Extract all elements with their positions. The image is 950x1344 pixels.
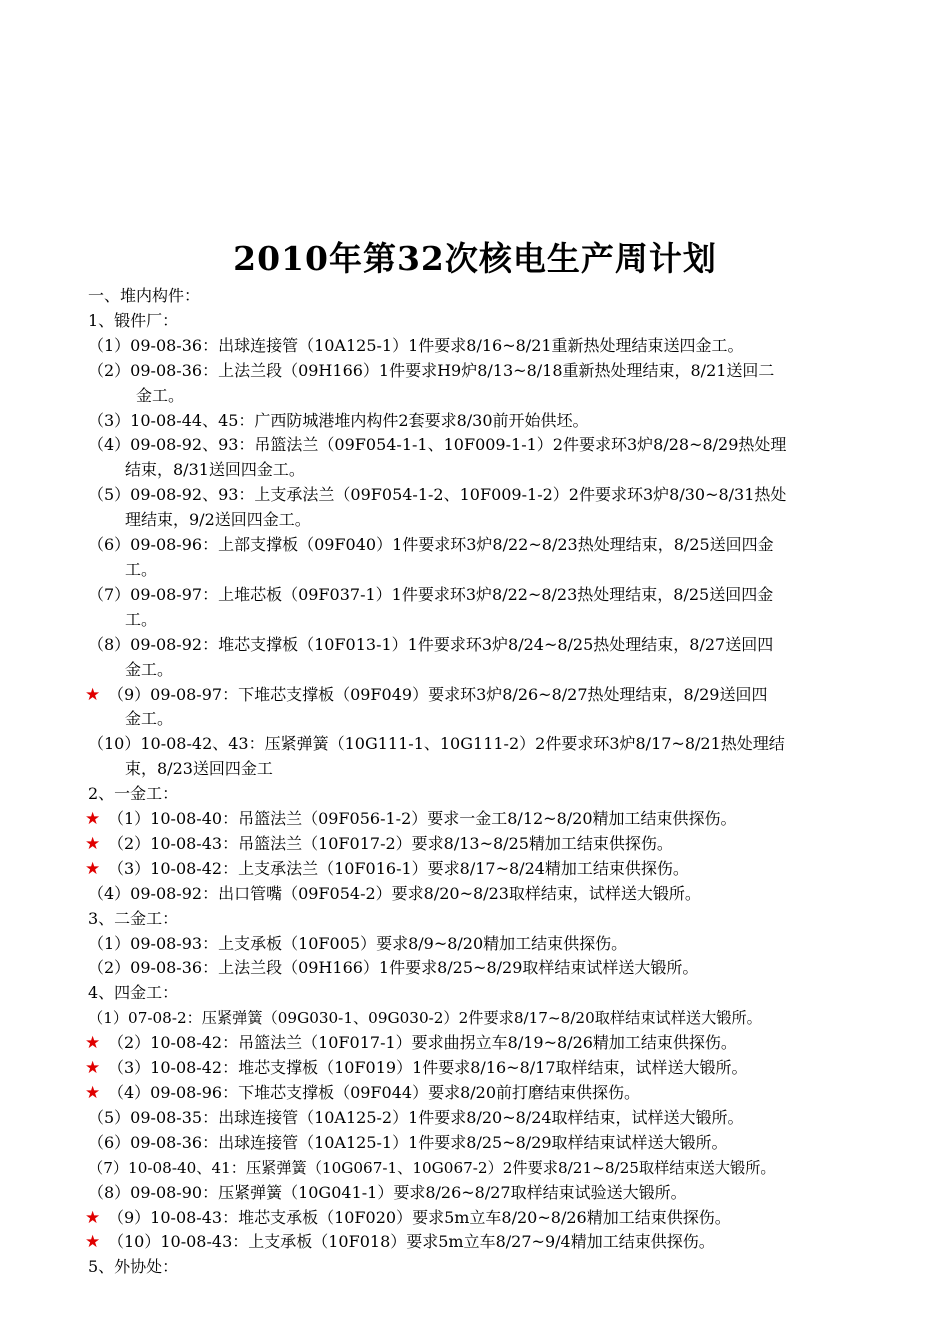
page-title: 2010年第32次核电生产周计划: [233, 239, 717, 278]
list-item: （5）09-08-35：出球连接管（10A125-2）1件要求8/20~8/24取样结束，试样送大锻所。: [88, 1107, 744, 1127]
subsection-heading: 3、二金工：: [88, 908, 179, 928]
list-item: [85, 832, 888, 857]
star-icon: ★: [85, 1232, 101, 1253]
list-item-text: （8）09-08-92：堆芯支撑板（10F013-1）1件要求环3炉8/24~8/25热处理结束，8/27送回四: [88, 634, 774, 654]
list-item-text: （2）10-08-42：吊篮法兰（10F017-1）要求曲拐立车8/19~8/26精加工结束供探伤。: [108, 1033, 737, 1053]
list-item: （6）09-08-36：出球连接管（10A125-1）1件要求8/25~8/29取样结束试样送大锻所。: [88, 1132, 728, 1152]
list-item: [88, 583, 888, 633]
star-icon: ★: [85, 858, 101, 879]
list-item-text: （3）10-08-42：上支承法兰（10F016-1）要求8/17~8/24精加工结束供探伤。: [108, 858, 689, 878]
section-heading: 一、堆内构件：: [88, 286, 201, 305]
list-item-text: 束，8/23送回四金工: [125, 759, 273, 779]
subsection-heading: 4、四金工：: [88, 983, 179, 1003]
list-item: [88, 359, 888, 409]
star-icon: ★: [85, 809, 101, 830]
list-item-text: 金工。: [125, 659, 174, 679]
list-item-text: （4）09-08-92、93：吊篮法兰（09F054-1-1、10F009-1-1）2件要求环3炉8/28~8/29热处理: [88, 435, 787, 455]
list-item-text: （5）09-08-92、93：上支承法兰（09F054-1-2、10F009-1-2）2件要求环3炉8/30~8/31热处: [88, 485, 787, 505]
list-item: （3）10-08-44、45：广西防城港堆内构件2套要求8/30前开始供坯。: [88, 410, 589, 430]
list-item: （4）09-08-92：出口管嘴（09F054-2）要求8/20~8/23取样结束，试样送大锻所。: [88, 883, 701, 903]
list-item: [85, 807, 888, 832]
list-item-text: （1）10-08-40：吊篮法兰（09F056-1-2）要求一金工8/12~8/20精加工结束供探伤。: [108, 809, 737, 829]
star-icon: ★: [85, 1083, 101, 1103]
star-icon: ★: [85, 1058, 101, 1079]
list-item: [88, 732, 888, 782]
list-item: （1）07-08-2：压紧弹簧（09G030-1、09G030-2）2件要求8/17~8/20取样结束试样送大锻所。: [88, 1009, 762, 1028]
list-item: [88, 483, 888, 533]
list-item: [85, 1230, 888, 1255]
list-item: [85, 683, 888, 733]
list-item-text: 金工。: [125, 709, 174, 729]
list-item-text: 理结束，9/2送回四金工。: [125, 510, 311, 530]
list-item: （8）09-08-90：压紧弹簧（10G041-1）要求8/26~8/27取样结束试验送大锻所。: [88, 1182, 687, 1202]
list-item: [85, 1206, 888, 1231]
list-item: [85, 1031, 888, 1056]
list-item-text: （10）10-08-43：上支承板（10F018）要求5m立车8/27~9/4精加工结束供探伤。: [108, 1232, 715, 1252]
list-item: （2）09-08-36：上法兰段（09H166）1件要求8/25~8/29取样结束试样送大锻所。: [88, 958, 699, 978]
star-icon: ★: [85, 1207, 101, 1228]
list-item-text: （7）09-08-97：上堆芯板（09F037-1）1件要求环3炉8/22~8/23热处理结束，8/25送回四金: [88, 584, 774, 604]
list-item-text: （2）10-08-43：吊篮法兰（10F017-2）要求8/13~8/25精加工结束供探伤。: [108, 833, 673, 853]
subsection-heading: 2、一金工：: [88, 784, 179, 804]
list-item-text: （4）09-08-96：下堆芯支撑板（09F044）要求8/20前打磨结束供探伤。: [108, 1083, 641, 1102]
list-item: [88, 433, 888, 483]
list-item: （1）09-08-93：上支承板（10F005）要求8/9~8/20精加工结束供探伤。: [88, 933, 628, 953]
list-item: （1）09-08-36：出球连接管（10A125-1）1件要求8/16~8/21重新热处理结束送四金工。: [88, 335, 744, 355]
subsection-heading: 1、锻件厂：: [88, 310, 179, 330]
list-item-text: （3）10-08-42：堆芯支撑板（10F019）1件要求8/16~8/17取样结束，试样送大锻所。: [108, 1058, 748, 1078]
subsection-heading: 5、外协处：: [88, 1257, 179, 1277]
list-item: （7）10-08-40、41：压紧弹簧（10G067-1、10G067-2）2件要求8/21~8/25取样结束送大锻所。: [88, 1158, 776, 1177]
star-icon: ★: [85, 833, 101, 854]
list-item-text: （9）09-08-97：下堆芯支撑板（09F049）要求环3炉8/26~8/27热处理结束，8/29送回四: [108, 684, 768, 704]
list-item-text: （9）10-08-43：堆芯支承板（10F020）要求5m立车8/20~8/26精加工结束供探伤。: [108, 1207, 731, 1227]
list-item: [85, 1056, 888, 1081]
list-item: [88, 533, 888, 583]
list-item-text: （2）09-08-36：上法兰段（09H166）1件要求H9炉8/13~8/18重新热处理结束，8/21送回二: [88, 360, 775, 380]
list-item-text: （6）09-08-96：上部支撑板（09F040）1件要求环3炉8/22~8/23热处理结束，8/25送回四金: [88, 535, 774, 555]
list-item-text: 金工。: [136, 385, 185, 405]
document-body: [85, 284, 888, 1280]
star-icon: ★: [85, 684, 101, 705]
list-item: [85, 1081, 888, 1106]
list-item-text: （10）10-08-42、43：压紧弹簧（10G111-1、10G111-2）2件要求环3炉8/17~8/21热处理结: [88, 734, 785, 754]
list-item: [88, 633, 888, 683]
star-icon: ★: [85, 1033, 101, 1054]
list-item: [85, 857, 888, 882]
list-item-text: 工。: [125, 609, 158, 629]
list-item-text: 结束，8/31送回四金工。: [125, 460, 305, 480]
list-item-text: 工。: [125, 559, 158, 579]
